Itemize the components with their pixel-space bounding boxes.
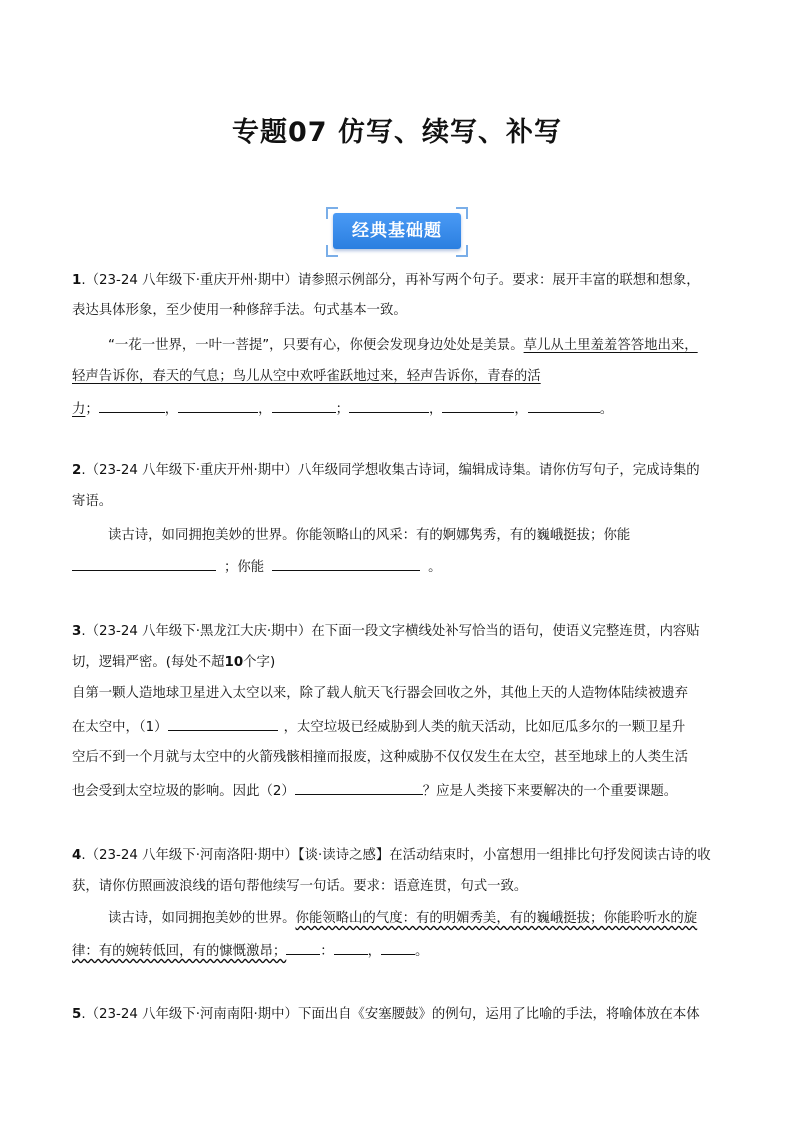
question-prompt: 在活动结束时，小富想用一组排比句抒发阅读古诗的收 [389, 848, 711, 863]
question-prompt: 请参照示例部分，再补写两个句子。要求：展开丰富的联想和想象， [297, 273, 700, 288]
question-source: .（23-24 八年级下·河南南阳·期中） [81, 1007, 298, 1022]
question-1-prompt-line [72, 271, 700, 291]
answer-blank[interactable] [381, 940, 415, 955]
question-prompt: 在下面一段文字横线处补写恰当的语句，使语义完整连贯，内容贴 [311, 624, 700, 639]
word-limit-number: 10 [224, 655, 244, 670]
punct: ， [514, 402, 528, 417]
question-number: 2 [72, 463, 82, 478]
question-2-body-line-1: 读古诗，如同拥抱美妙的世界。你能领略山的风采：有的婀娜隽秀，有的巍峨挺拔；你能 [108, 528, 631, 543]
answer-blank[interactable] [442, 398, 514, 413]
section-badge [326, 207, 468, 257]
question-4-prompt-line-2: 获，请你仿照画波浪线的语句帮他续写一句话。要求：语意连贯，句式一致。 [72, 879, 528, 894]
question-3-body-line-1: 自第一颗人造地球卫星进入太空以来，除了载人航天飞行器会回收之外，其他上天的人造物体陆续被遗弃 [72, 686, 688, 701]
question-number: 4 [72, 848, 82, 863]
punct: ， [164, 402, 179, 417]
question-number: 3 [72, 624, 82, 639]
question-prompt: 下面出自《安塞腰鼓》的例句，运用了比喻的手法，将喻体放在本体 [297, 1007, 700, 1022]
question-2-prompt-line-2: 寄语。 [72, 494, 113, 509]
body-text: 也会受到太空垃圾的影响。因此（2） [72, 784, 295, 799]
punct: ； [335, 402, 349, 417]
body-text: 个字) [243, 655, 276, 670]
example-sentence-underlined: 力 [72, 402, 86, 417]
question-number: 1 [72, 273, 82, 288]
question-1-body-line-1 [108, 336, 698, 356]
question-3-prompt-line [72, 622, 700, 642]
question-source: .（23-24 八年级下·黑龙江大庆·期中） [81, 624, 312, 639]
answer-blank[interactable] [334, 940, 368, 955]
question-1-body-line-2: 轻声告诉你，春天的气息；鸟儿从空中欢呼雀跃地过来，轻声告诉你，青春的活 [72, 369, 541, 384]
question-source: .（23-24 八年级下·重庆开州·期中） [81, 463, 298, 478]
body-text: ？应是人类接下来要解决的一个重要课题。 [422, 784, 678, 799]
answer-blank[interactable] [349, 398, 429, 413]
body-text: ；你能 [224, 560, 265, 575]
wavy-underlined-example: 律：有的婉转低回，有的慷慨激昂； [72, 944, 287, 959]
question-4-body-line-1 [108, 909, 697, 929]
body-text: ，太空垃圾已经威胁到人类的航天活动，比如厄瓜多尔的一颗卫星升 [283, 720, 686, 735]
answer-blank[interactable] [99, 398, 165, 413]
punct: ， [367, 944, 382, 959]
question-prompt: 八年级同学想收集古诗词，编辑成诗集。请你仿写句子，完成诗集的 [297, 463, 700, 478]
answer-blank[interactable] [528, 398, 600, 413]
question-4-answer-line [72, 940, 428, 962]
section-badge-label: 经典基础题 [333, 213, 461, 249]
punct: ； [85, 402, 99, 417]
punct: 。 [415, 944, 429, 959]
activity-tag: 【谈·读诗之感】 [297, 848, 390, 863]
punct: 。 [428, 560, 442, 575]
question-source: .（23-24 八年级下·重庆开州·期中） [81, 273, 298, 288]
body-text: 在太空中，（1） [72, 720, 168, 735]
punct: 。 [599, 402, 614, 417]
punct: ： [320, 944, 334, 959]
question-1-prompt-line-2: 表达具体形象，至少使用一种修辞手法。句式基本一致。 [72, 303, 407, 318]
question-4-prompt-line [72, 846, 711, 866]
answer-blank[interactable] [178, 398, 258, 413]
body-text: 切，逻辑严密。(每处不超 [72, 655, 225, 670]
page-title: 专题07 仿写、续写、补写 [232, 117, 562, 148]
question-2-answer-line [72, 556, 442, 578]
answer-blank[interactable] [272, 556, 420, 571]
example-sentence-underlined: 草儿从土里羞羞答答地出来， [523, 338, 698, 353]
question-5-prompt-line [72, 1005, 700, 1025]
body-text: “一花一世界，一叶一菩提”，只要有心，你便会发现身边处处是美景。 [108, 338, 524, 353]
question-source: .（23-24 八年级下·河南洛阳·期中） [81, 848, 298, 863]
punct: ， [428, 402, 443, 417]
answer-blank-2[interactable] [295, 780, 423, 795]
answer-blank[interactable] [72, 556, 216, 571]
question-3-body-line-4 [72, 780, 677, 802]
answer-blank[interactable] [286, 940, 320, 955]
question-2-prompt-line [72, 461, 700, 481]
question-1-answer-line [72, 398, 613, 420]
question-3-body-line-3: 空后不到一个月就与太空中的火箭残骸相撞而报废，这种威胁不仅仅发生在太空，甚至地球上的人类生活 [72, 750, 688, 765]
question-3-prompt-line-2 [72, 653, 275, 673]
punct: ， [258, 402, 272, 417]
answer-blank-1[interactable] [168, 716, 278, 731]
question-3-body-line-2 [72, 716, 685, 738]
body-text: 读古诗，如同拥抱美妙的世界。 [108, 911, 296, 926]
wavy-underlined-example: 你能领略山的气度：有的明媚秀美，有的巍峨挺拔；你能聆听水的旋 [295, 911, 698, 926]
question-number: 5 [72, 1007, 82, 1022]
answer-blank[interactable] [272, 398, 336, 413]
